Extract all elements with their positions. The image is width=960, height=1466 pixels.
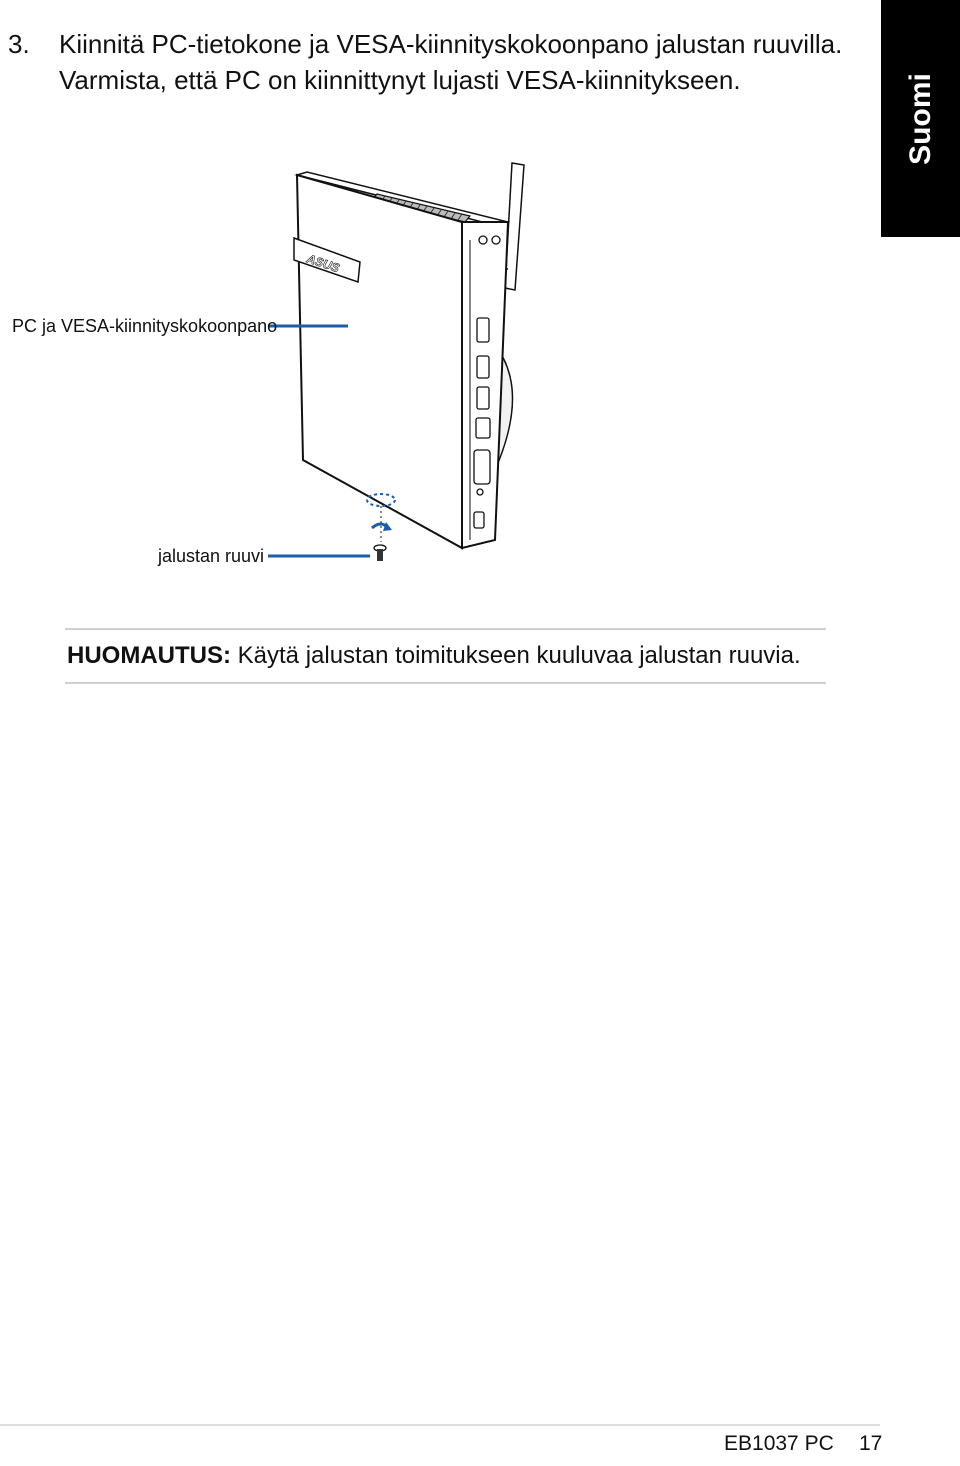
footer-divider	[0, 1424, 880, 1426]
note-text	[67, 641, 801, 671]
page-number: 17	[859, 1432, 883, 1455]
note-label: HUOMAUTUS:	[67, 642, 231, 669]
footer-model: EB1037 PC	[724, 1432, 834, 1455]
screw-callout-label: jalustan ruuvi	[158, 546, 265, 566]
logo-text: ASUS	[305, 251, 342, 276]
step-instruction: Kiinnitä PC-tietokone ja VESA-kiinnityskokoonpano jalustan ruuvilla. Varmista, että PC on kiinnittynyt lujasti VESA-kiinnitykseen.	[59, 29, 843, 95]
step-number: 3.	[8, 29, 30, 59]
note-box	[65, 628, 826, 684]
pc-rear-panel	[462, 222, 508, 548]
pc-front-face	[297, 175, 462, 548]
screw-icon	[374, 545, 386, 561]
assembly-callout-label: PC ja VESA-kiinnityskokoonpano	[12, 316, 278, 336]
note-body: Käytä jalustan toimitukseen kuuluvaa jalustan ruuvia.	[230, 642, 801, 669]
pc-vesa-illustration	[0, 150, 960, 580]
language-tab-label: Suomi	[903, 72, 937, 165]
